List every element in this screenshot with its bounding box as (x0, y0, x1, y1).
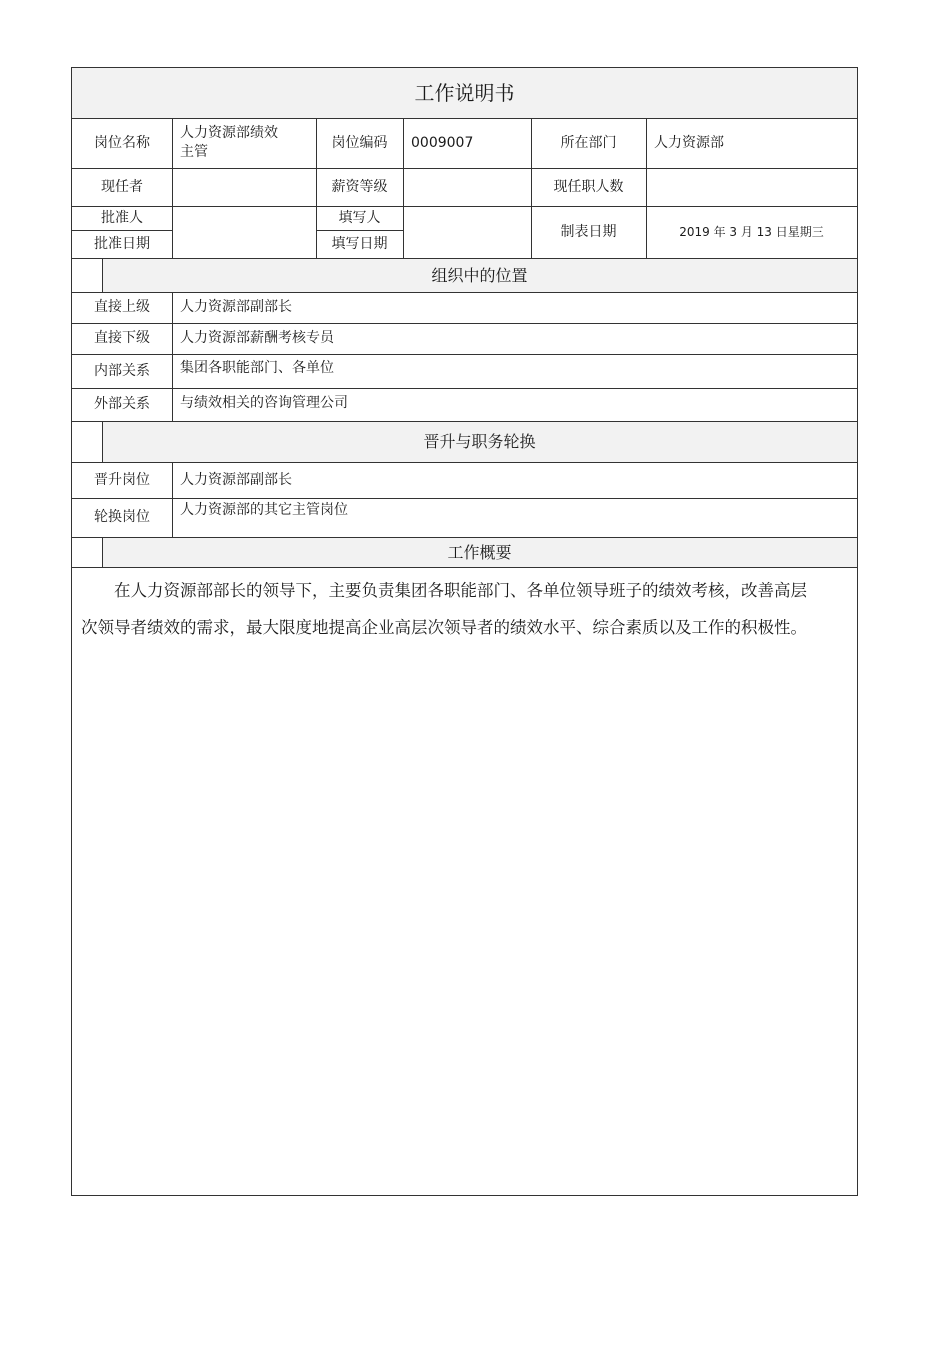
salary-grade-value (403, 168, 531, 206)
filler-label: 填写人 (338, 209, 381, 226)
post-name-line: 人力资源部绩效 (180, 125, 278, 141)
incumbent-value (172, 168, 316, 206)
made-date-value: 2019 年 3 月 13 日星期三 (679, 224, 824, 239)
subordinate-value: 人力资源部薪酬考核专员 (180, 330, 334, 346)
post-name-line: 主管 (180, 144, 208, 160)
subordinate-label: 直接下级 (94, 330, 150, 346)
approver-label: 批准人 (101, 209, 143, 226)
headcount-value (646, 168, 857, 206)
internal-relations-label: 内部关系 (94, 362, 150, 379)
job-description-form (71, 67, 858, 1196)
dept-value: 人力资源部 (654, 134, 724, 151)
promotion-post-value: 人力资源部副部长 (180, 471, 292, 488)
post-code-value: 0009007 (411, 134, 474, 151)
summary-section-heading: 工作概要 (447, 542, 512, 562)
fill-date-label: 填写日期 (331, 235, 388, 252)
promotion-section-heading: 晋升与职务轮换 (423, 432, 536, 451)
post-name-label: 岗位名称 (94, 134, 150, 151)
made-date-label: 制表日期 (560, 223, 617, 240)
superior-value: 人力资源部副部长 (180, 299, 292, 315)
rotation-post-label: 轮换岗位 (94, 509, 150, 525)
superior-label: 直接上级 (94, 299, 150, 315)
position-section-heading: 组织中的位置 (431, 265, 528, 285)
salary-grade-label: 薪资等级 (331, 178, 388, 195)
post-code-label: 岗位编码 (331, 134, 388, 151)
rotation-post-value: 人力资源部的其它主管岗位 (180, 502, 348, 518)
form-title: 工作说明书 (414, 80, 515, 105)
post-name-value (172, 118, 316, 168)
promotion-post-label: 晋升岗位 (94, 471, 150, 488)
headcount-label: 现任职人数 (553, 178, 624, 195)
internal-relations-value: 集团各职能部门、各单位 (180, 359, 334, 376)
dept-label: 所在部门 (560, 134, 617, 151)
external-relations-value: 与绩效相关的咨询管理公司 (180, 394, 348, 411)
external-relations-label: 外部关系 (94, 396, 150, 412)
approve-date-label: 批准日期 (94, 235, 150, 252)
job-summary-text: 在人力资源部部长的领导下，主要负责集团各职能部门、各单位领导班子的绩效考核，改善高层次领导者绩效的需求，最大限度地提高企业高层次领导者的绩效水平、综合素质以及工作的积极性。 (81, 581, 807, 637)
incumbent-label: 现任者 (101, 178, 143, 195)
